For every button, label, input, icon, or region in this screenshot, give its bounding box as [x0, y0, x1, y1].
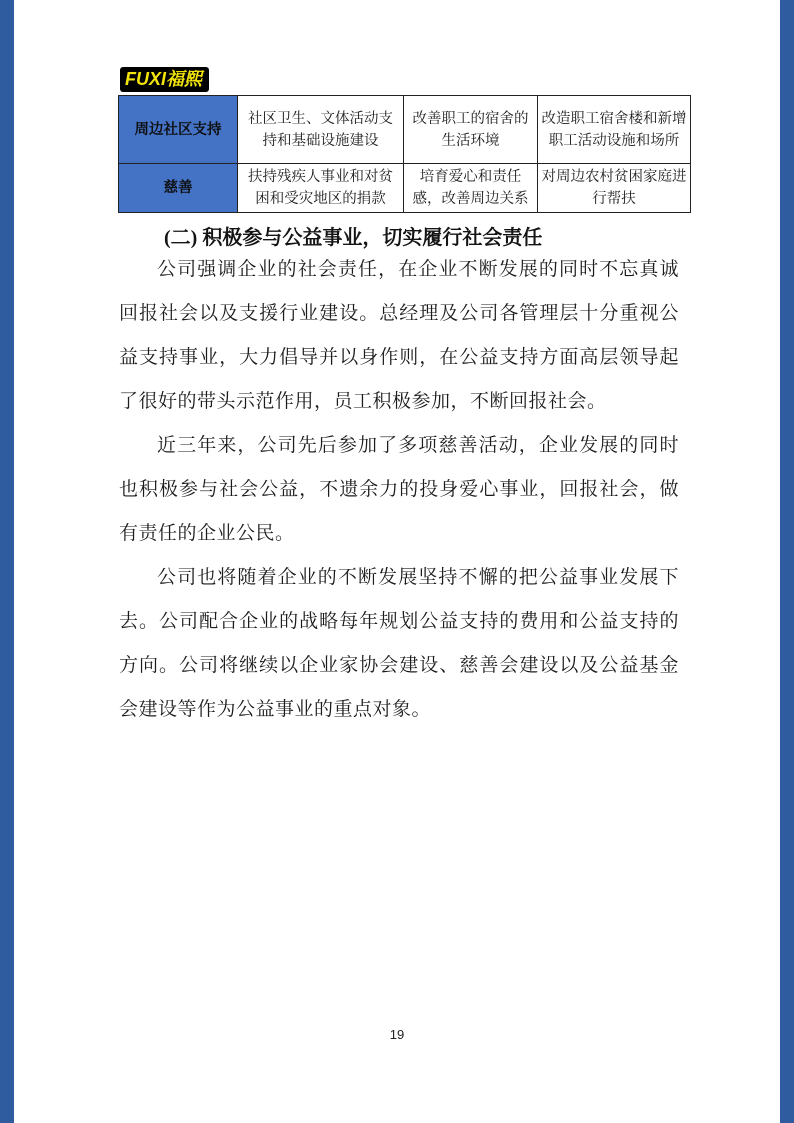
company-logo: FUXI福熙	[120, 67, 209, 92]
table-cell: 改造职工宿舍楼和新增职工活动设施和场所	[538, 96, 691, 164]
section-heading: (二) 积极参与公益事业，切实履行社会责任	[164, 227, 543, 249]
table-cell: 改善职工的宿舍的生活环境	[404, 96, 538, 164]
row-header-community-support: 周边社区支持	[119, 96, 238, 164]
table-row-community-support	[119, 96, 691, 164]
table-cell: 培育爱心和责任感，改善周边关系	[404, 164, 538, 213]
paragraph: 公司也将随着企业的不断发展坚持不懈的把公益事业发展下去。公司配合企业的战略每年规划公益支持的费用和公益支持的方向。公司将继续以企业家协会建设、慈善会建设以及公益基金会建设等作为公益事业的重点对象。	[119, 567, 679, 720]
page-number: 19	[389, 1027, 405, 1042]
body-text-block	[119, 248, 679, 732]
left-page-border	[0, 0, 14, 1123]
table-row-charity	[119, 164, 691, 213]
row-header-charity: 慈善	[119, 164, 238, 213]
table-cell: 扶持残疾人事业和对贫困和受灾地区的捐款	[238, 164, 404, 213]
table-cell: 社区卫生、文体活动支持和基础设施建设	[238, 96, 404, 164]
paragraph: 公司强调企业的社会责任，在企业不断发展的同时不忘真诚回报社会以及支援行业建设。总经理及公司各管理层十分重视公益支持事业，大力倡导并以身作则，在公益支持方面高层领导起了很好的带头示范作用，员工积极参加，不断回报社会。	[119, 259, 679, 412]
table-cell: 对周边农村贫困家庭进行帮扶	[538, 164, 691, 213]
csr-support-table	[118, 95, 691, 213]
right-page-border	[780, 0, 794, 1123]
paragraph: 近三年来，公司先后参加了多项慈善活动，企业发展的同时也积极参与社会公益，不遗余力的投身爱心事业，回报社会，做有责任的企业公民。	[119, 435, 679, 544]
